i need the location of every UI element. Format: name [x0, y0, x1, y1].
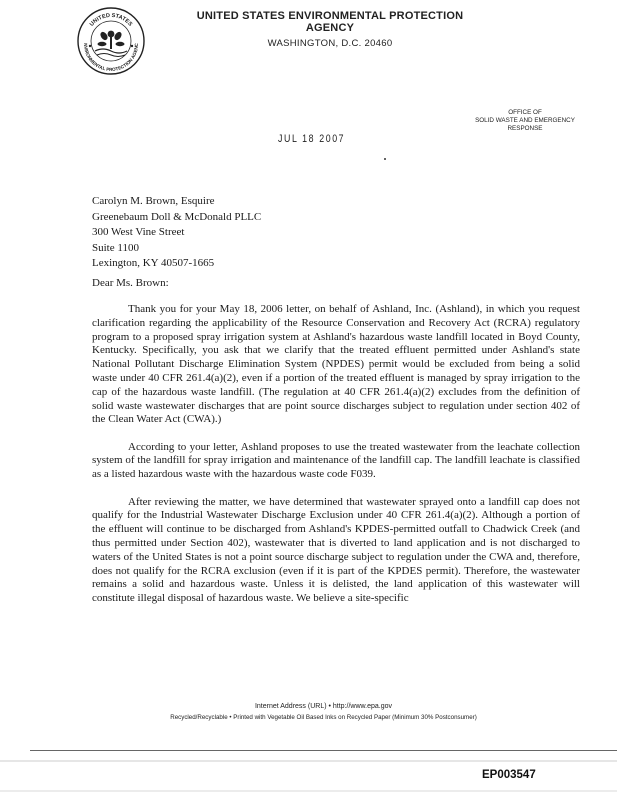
agency-city: WASHINGTON, D.C. 20460: [267, 38, 393, 49]
letter-footer: [0, 703, 617, 721]
address-line: Suite 1100: [92, 241, 139, 254]
date-stamp: JUL 18 2007: [278, 133, 346, 145]
office-block: [462, 109, 588, 133]
seal-top-text: UNITED STATES: [88, 12, 134, 28]
scan-band: [0, 790, 617, 792]
recipient-address: [92, 194, 261, 272]
letter-body: [92, 303, 580, 619]
body-paragraph: Thank you for your May 18, 2006 letter, on behalf of Ashland, Inc. (Ashland), in which you request clarification regarding the applicability of the Resource Conservation and Recovery Act (RCRA) regulatory program to a proposed spray irrigation system at Ashland's hazardous waste landfill located in Boyd County, Kentucky. Specifically, you ask that we clarify that the treated effluent permitted under Ashland's state National Pollutant Discharge Elimination System (NPDES) permit would be excluded from being a solid waste under 40 CFR 261.4(a)(2), even if a portion of the treated effluent is managed by spray irrigation to the cap of the hazardous waste landfill. (The regulation at 40 CFR 261.4(a)(2) excludes from the definition of solid waste wastewater discharges that are point source discharges subject to regulation under section 402 of the Clean Water Act (CWA).): [92, 303, 580, 426]
address-line: Lexington, KY 40507-1665: [92, 257, 215, 269]
seal-bottom-text: NVIRONMENTAL PROTECTION AGENC: [82, 43, 140, 73]
scan-band: [0, 760, 617, 762]
office-line: SOLID WASTE AND EMERGENCY: [475, 117, 575, 124]
address-line: 300 West Vine Street: [92, 226, 185, 238]
office-line: RESPONSE: [507, 125, 543, 132]
body-paragraph: After reviewing the matter, we have determined that wastewater sprayed onto a landfill cap does not qualify for the Industrial Wastewater Discharge Exclusion under 40 CFR 261.4(a)(2). Although a portion of the effluent will continue to be discharged from Ashland's KPDES-permitted outfall to Chadwick Creek (and thus permitted under Section 402), wastewater that is diverted to land application and is not discharged to waters of the United States is not a point source discharge subject to regulation under the CWA and, therefore, does not qualify for the RCRA exclusion (even if it is part of the KPDES permit). Therefore, the wastewater remains a solid and hazardous waste. Unless it is delisted, the land application of this wastewater will constitute illegal disposal of hazardous waste. We believe a site-specific: [92, 495, 580, 605]
letterhead-agency: [180, 10, 480, 49]
body-paragraph: According to your letter, Ashland proposes to use the treated wastewater from the leachate collection system of the landfill for spray irrigation and maintenance of the landfill cap. The landfill leachate is classified as a listed hazardous waste with the hazardous waste code F039.: [92, 440, 580, 481]
footer-divider: [30, 750, 617, 751]
footer-internet-address: Internet Address (URL) • http://www.epa.gov: [254, 703, 393, 710]
salutation: Dear Ms. Brown:: [92, 277, 169, 289]
address-line: Greenebaum Doll & McDonald PLLC: [92, 210, 262, 223]
svg-text:UNITED STATES: [89, 13, 133, 28]
epa-seal-icon: [76, 6, 146, 76]
scan-speck: [384, 158, 386, 160]
footer-recycled-note: Recycled/Recyclable • Printed with Vegetable Oil Based Inks on Recycled Paper (Minimum 30% Postconsumer): [170, 714, 477, 721]
office-line: OFFICE OF: [508, 109, 542, 116]
agency-name: UNITED STATES ENVIRONMENTAL PROTECTION AGENCY: [196, 10, 464, 34]
address-line: Carolyn M. Brown, Esquire: [92, 195, 215, 207]
bates-number: EP003547: [482, 769, 536, 781]
